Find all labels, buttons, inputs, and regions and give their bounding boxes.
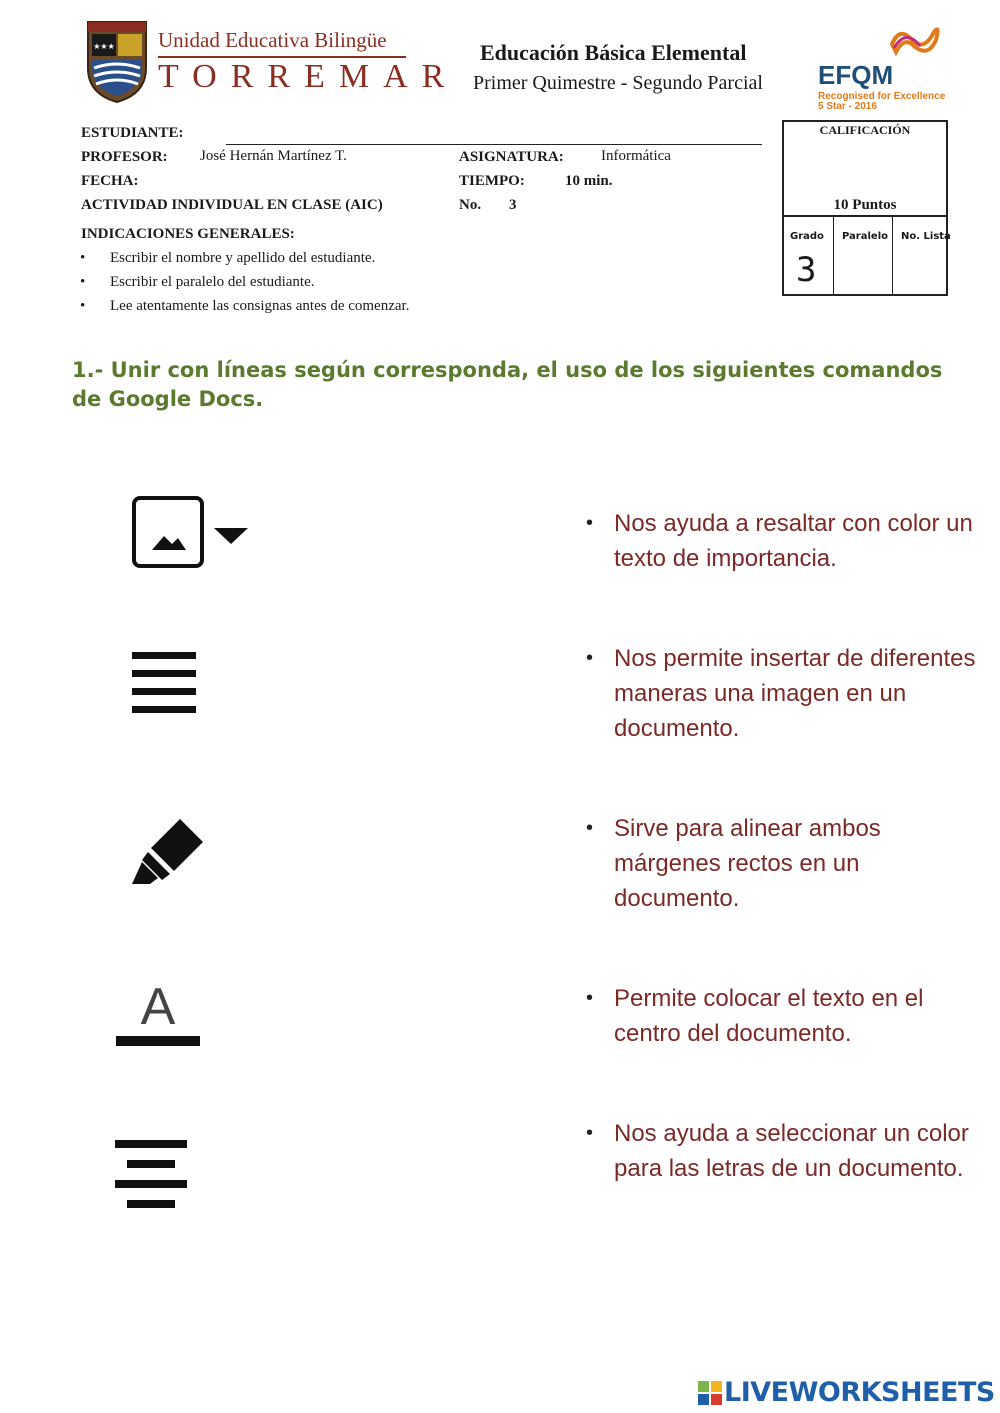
grade-box-divider: [782, 215, 948, 217]
justify-align-icon[interactable]: [131, 651, 197, 717]
bullet-icon: •: [586, 1122, 594, 1144]
grade-value: 3: [796, 250, 817, 290]
document-title: Educación Básica Elemental: [480, 40, 747, 65]
document-subtitle: Primer Quimestre - Segundo Parcial: [473, 72, 763, 94]
number-value: 3: [509, 197, 517, 213]
bullet-icon: •: [586, 987, 594, 1009]
number-label: No.: [459, 197, 482, 213]
date-label: FECHA:: [81, 173, 139, 189]
efqm-recognition-line1: Recognised for Excellence: [818, 91, 946, 102]
student-label: ESTUDIANTE:: [81, 125, 184, 141]
svg-text:A: A: [140, 980, 176, 1036]
school-crest-logo: [84, 16, 150, 104]
question-text: 1.- Unir con líneas según corresponda, el uso de los siguientes comandos de Google Docs.: [72, 358, 943, 411]
grade-box-points: 10 Puntos: [833, 197, 897, 213]
school-name-line2: TORREMAR: [158, 58, 459, 95]
highlighter-icon[interactable]: [130, 816, 206, 886]
school-name-line1: Unidad Educativa Bilingüe: [158, 28, 387, 52]
grade-box-title: CALIFICACIÓN: [819, 123, 911, 137]
option-item[interactable]: • Nos permite insertar de diferentes maneras una imagen en un documento.: [586, 641, 976, 746]
grade-box-column-divider: [892, 216, 893, 296]
student-name-field[interactable]: [226, 144, 762, 145]
indication-item: • Escribir el nombre y apellido del estudiante.: [80, 250, 376, 266]
efqm-name: EFQM: [818, 60, 894, 90]
bullet-icon: •: [586, 647, 594, 669]
professor-label: PROFESOR:: [81, 149, 168, 165]
option-item[interactable]: • Nos ayuda a seleccionar un color para las letras de un documento.: [586, 1116, 976, 1186]
list-number-column-header: No. Lista: [901, 231, 951, 242]
option-item[interactable]: • Nos ayuda a resaltar con color un texto de importancia.: [586, 506, 976, 576]
text-color-icon[interactable]: [114, 980, 202, 1050]
indication-item: • Escribir el paralelo del estudiante.: [80, 274, 315, 290]
option-item[interactable]: • Permite colocar el texto en el centro del documento.: [586, 981, 976, 1051]
insert-image-icon[interactable]: [130, 494, 250, 572]
subject-value: Informática: [601, 148, 671, 164]
liveworksheets-logo-icon: [698, 1381, 722, 1405]
liveworksheets-brand[interactable]: LIVEWORKSHEETS: [724, 1377, 995, 1408]
bullet-icon: •: [586, 512, 594, 534]
efqm-recognition-line2: 5 Star - 2016: [818, 101, 877, 112]
parallel-column-header: Paralelo: [842, 231, 888, 242]
grade-column-header: Grado: [790, 231, 824, 242]
subject-label: ASIGNATURA:: [459, 149, 564, 165]
professor-value: José Hernán Martínez T.: [200, 148, 347, 164]
center-align-icon[interactable]: [113, 1138, 189, 1214]
indications-title: INDICACIONES GENERALES:: [81, 226, 295, 242]
time-label: TIEMPO:: [459, 173, 525, 189]
bullet-icon: •: [586, 817, 594, 839]
efqm-recognition: [818, 92, 945, 112]
time-value: 10 min.: [565, 173, 613, 189]
svg-text:★★★: ★★★: [93, 42, 115, 51]
grade-box-column-divider: [833, 216, 834, 296]
indication-item: • Lee atentamente las consignas antes de comenzar.: [80, 298, 410, 314]
option-item[interactable]: • Sirve para alinear ambos márgenes rectos en un documento.: [586, 811, 976, 916]
activity-label: ACTIVIDAD INDIVIDUAL EN CLASE (AIC): [81, 197, 383, 213]
